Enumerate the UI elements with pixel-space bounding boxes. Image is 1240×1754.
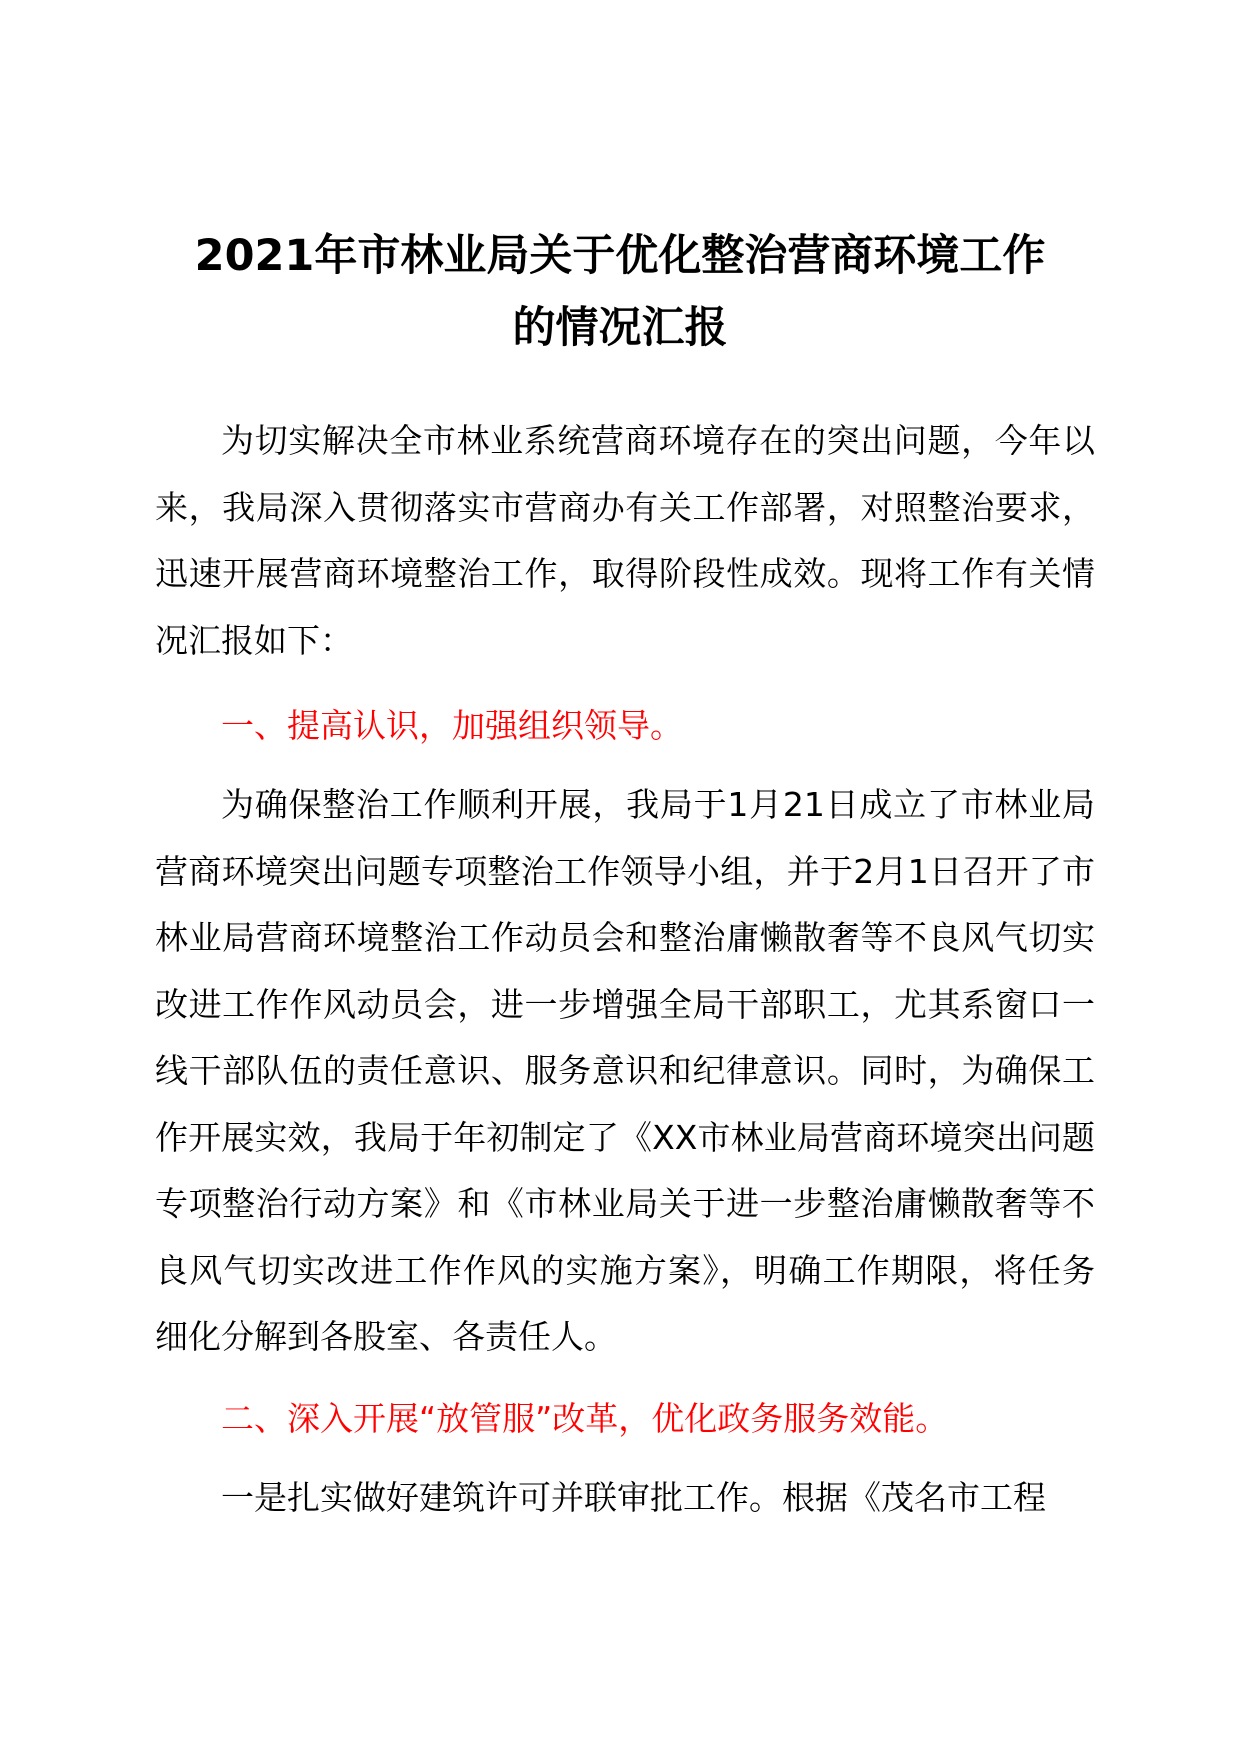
title-line-1: 2021年市林业局关于优化整治营商环境工作 [194,231,1046,281]
section-1-paragraph: 为确保整治工作顺利开展，我局于1月21日成立了市林业局营商环境突出问题专项整治工作领导小组，并于2月1日召开了市林业局营商环境整治工作动员会和整治庸懒散奢等不良风气切实改进工作作风动员会，进一步增强全局干部职工，尤其系窗口一线干部队伍的责任意识、服务意识和纪律意识。同时，为确保工作开展实效，我局于年初制定了《XX市林业局营商环境突出问题专项整治行动方案》和《市林业局关于进一步整治庸懒散奢等不良风气切实改进工作作风的实施方案》，明确工作期限，将任务细化分解到各股室、各责任人。 [155,785,1095,1356]
title-line-2: 的情况汇报 [512,303,728,353]
document-title [150,220,1090,364]
section-2-paragraph: 一是扎实做好建筑许可并联审批工作。根据《茂名市工程 [221,1478,1046,1517]
section-heading-1: 一、提高认识，加强组织领导。 [221,706,683,745]
section-heading-2: 二、深入开展“放管服”改革，优化政务服务效能。 [221,1399,949,1438]
intro-paragraph: 为切实解决全市林业系统营商环境存在的突出问题，今年以来，我局深入贯彻落实市营商办有关工作部署，对照整治要求，迅速开展营商环境整治工作，取得阶段性成效。现将工作有关情况汇报如下： [155,421,1095,660]
